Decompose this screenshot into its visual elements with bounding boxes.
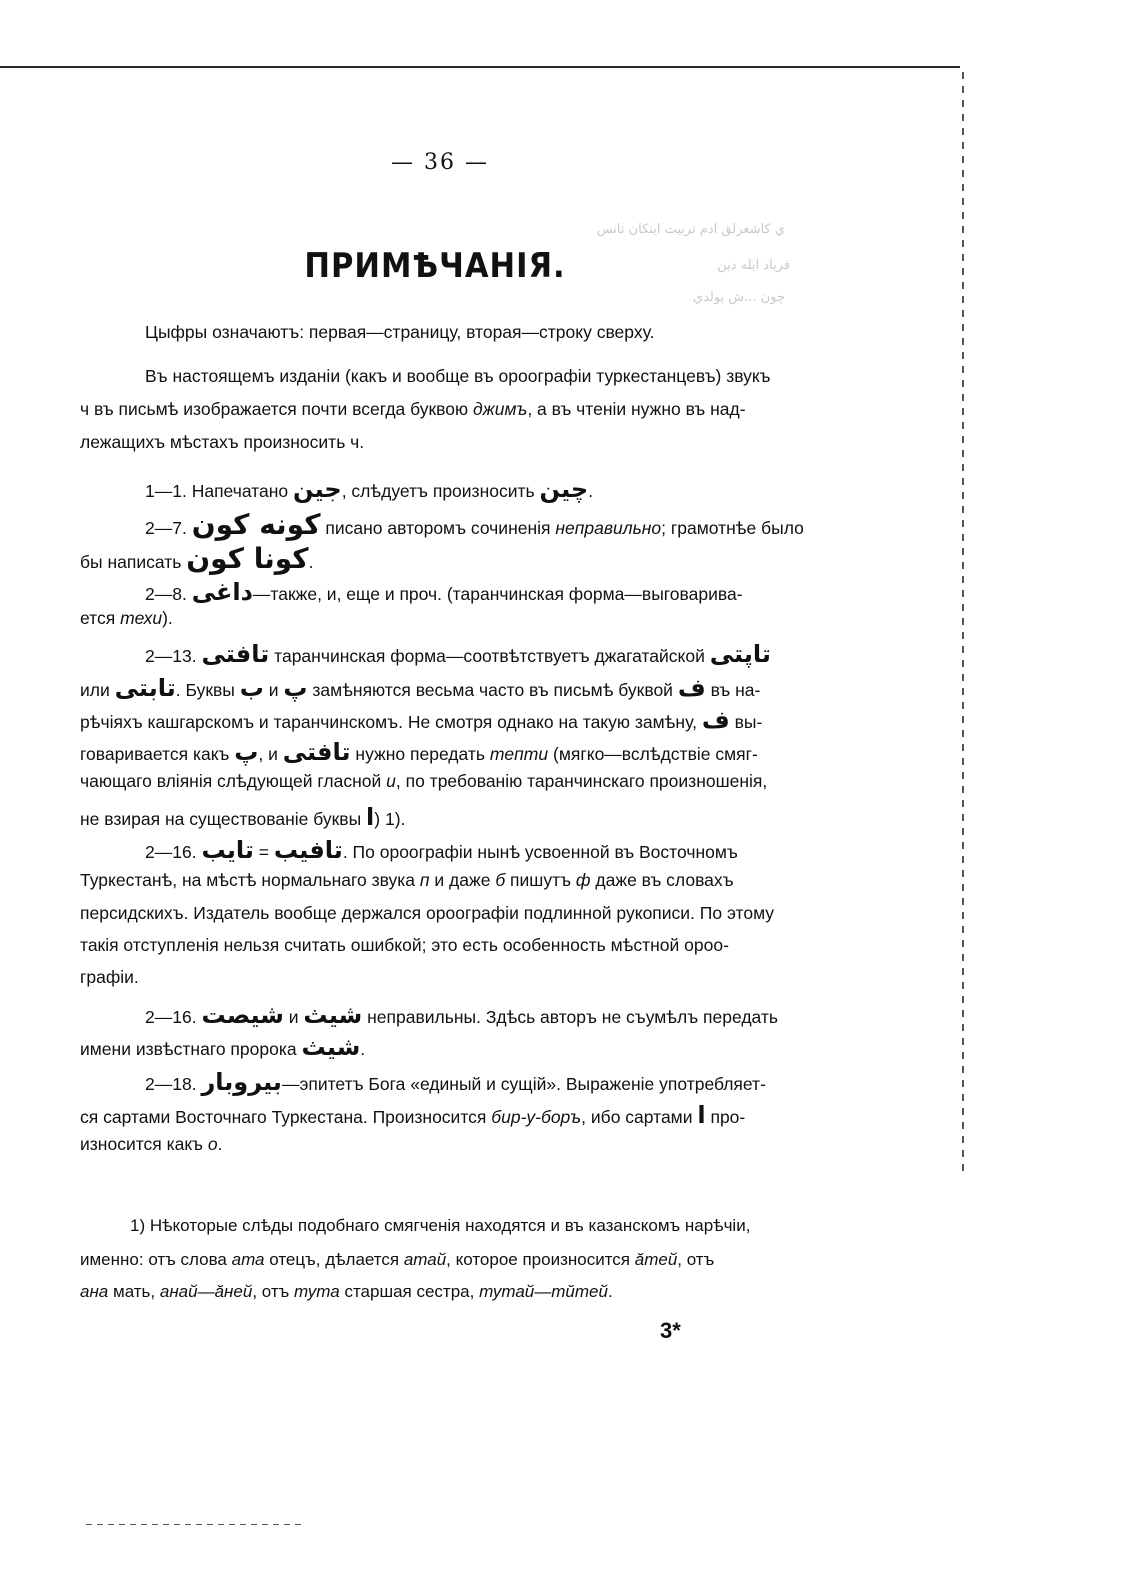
top-rule — [0, 66, 960, 68]
bleed-through-line: چون ...ش بولدي — [692, 290, 785, 305]
arabic-letter: ا — [366, 803, 375, 831]
text-span: ; грамотнѣе было — [661, 518, 804, 538]
arabic-letter: ف — [701, 706, 730, 734]
text-span: писано авторомъ сочиненія — [325, 518, 551, 538]
page-number: — 36 — — [391, 150, 489, 175]
text-span: (мягко—вслѣдствіе смяг- — [553, 744, 758, 764]
note-ref: 2—16. — [145, 1007, 197, 1027]
text-line — [80, 1033, 365, 1061]
arabic-word: تابتى — [114, 674, 176, 702]
text-span: , по требованію таранчинскаго произношенія, — [395, 771, 768, 791]
arabic-word: بيروبار — [201, 1068, 282, 1096]
text-line — [80, 674, 760, 702]
text-span: таранчинская форма—соотвѣтствуетъ джагатайской — [274, 646, 705, 666]
text-line — [80, 608, 173, 629]
emphasis: тута — [294, 1282, 340, 1301]
text-span: . — [308, 552, 314, 572]
text-span: и — [288, 1007, 299, 1027]
arabic-word: كونا كون — [186, 542, 309, 575]
arabic-letter: ب — [239, 674, 264, 702]
emphasis: ата — [231, 1250, 265, 1269]
emphasis: и — [386, 771, 396, 791]
text-span: , и — [258, 744, 278, 764]
bottom-rule — [86, 1524, 306, 1525]
emphasis: неправильно — [555, 518, 662, 538]
text-line — [80, 870, 734, 891]
intro-note: Цыфры означаютъ: первая—страницу, вторая—строку сверху. — [145, 322, 655, 342]
text-span: не взирая на существованіе буквы — [80, 809, 362, 829]
text-line — [145, 578, 743, 606]
arabic-word: تافتى — [282, 738, 351, 766]
text-span: отецъ, дѣлается — [269, 1250, 400, 1269]
bleed-through-line: ي كاشغرلق آدم تربيت ايتكان تانس — [596, 222, 785, 237]
text-span: —также, и, еще и проч. (таранчинская форма—выговарива- — [252, 584, 743, 604]
text-line — [145, 1068, 766, 1096]
emphasis: тутай—тŭтей — [479, 1282, 608, 1301]
arabic-word: كونه كون — [191, 508, 321, 541]
text-line: персидскихъ. Издатель вообще держался ороографіи подлинной рукописи. По этому — [80, 903, 775, 923]
text-line — [80, 771, 767, 792]
text-span: даже въ словахъ — [595, 870, 734, 890]
text-span: износится какъ — [80, 1134, 203, 1154]
note-ref: 2—18. — [145, 1074, 197, 1094]
text-span: , которое произносится — [446, 1250, 631, 1269]
text-span: старшая сестра, — [344, 1282, 475, 1301]
text-line: Въ настоящемъ изданіи (какъ и вообще въ ороографіи туркестанцевъ) звукъ — [145, 366, 771, 386]
arabic-word: شيث — [301, 1033, 361, 1061]
text-span: и — [268, 680, 279, 700]
text-span: ). — [162, 608, 173, 628]
text-span: именно: отъ слова — [80, 1250, 227, 1269]
text-span: неправильны. Здѣсь авторъ не съумѣлъ передать — [367, 1007, 779, 1027]
text-span: ется — [80, 608, 116, 628]
text-span: . — [217, 1134, 223, 1154]
note-ref: 1—1. — [145, 481, 187, 501]
text-span: , слѣдуетъ произносить — [341, 481, 535, 501]
emphasis: тепти — [489, 744, 549, 764]
text-span: вы- — [734, 712, 763, 732]
text-line — [80, 1101, 745, 1129]
arabic-letter: پ — [234, 738, 259, 766]
emphasis: о — [207, 1134, 218, 1154]
text-span: ) 1). — [374, 809, 406, 829]
emphasis: ăтей — [634, 1250, 678, 1269]
arabic-word: شيث — [303, 1001, 363, 1029]
text-span: въ на- — [710, 680, 761, 700]
text-span: пишутъ — [510, 870, 572, 890]
text-span: . Буквы — [175, 680, 235, 700]
text-span: . — [360, 1039, 366, 1059]
text-line — [145, 640, 771, 668]
text-span: про- — [710, 1107, 746, 1127]
note-ref: 2—7. — [145, 518, 187, 538]
text-span: . — [588, 481, 594, 501]
arabic-word: چين — [539, 475, 589, 503]
text-line — [145, 508, 804, 541]
text-span: и даже — [434, 870, 491, 890]
text-line — [130, 1216, 750, 1236]
text-line — [145, 1001, 778, 1029]
equals-sign: = — [258, 842, 269, 862]
text-line — [145, 475, 593, 503]
text-line — [80, 803, 405, 831]
note-ref: 2—8. — [145, 584, 187, 604]
text-span: Напечатано — [191, 481, 289, 501]
text-line — [80, 399, 746, 420]
right-edge-rule — [962, 72, 964, 1172]
arabic-letter: ف — [677, 674, 706, 702]
text-span: ч въ письмѣ изображается почти всегда буквою — [80, 399, 473, 419]
arabic-word: تافتى — [201, 640, 270, 668]
text-span: рѣчіяхъ кашгарскомъ и таранчинскомъ. Не смотря однако на такую замѣну, — [80, 712, 697, 732]
emphasis: ана — [80, 1282, 109, 1301]
emphasis: п — [419, 870, 430, 890]
text-span: замѣняются весьма часто въ письмѣ буквой — [312, 680, 673, 700]
arabic-word: تايب — [201, 836, 254, 864]
text-span: говаривается какъ — [80, 744, 230, 764]
text-span: , отъ — [677, 1250, 715, 1269]
text-line: лежащихъ мѣстахъ произносить ч. — [80, 432, 365, 452]
emphasis: бир-у-боръ — [491, 1107, 582, 1127]
text-line — [80, 542, 313, 575]
emphasis: анай—ăней — [159, 1282, 253, 1301]
text-line: такія отступленія нельзя считать ошибкой; это есть особенность мѣстной ороо- — [80, 935, 729, 955]
text-span: бы написать — [80, 552, 182, 572]
emphasis: джимъ — [473, 399, 528, 419]
arabic-letter: پ — [283, 674, 308, 702]
text-line — [80, 1134, 222, 1155]
text-span: , а въ чтеніи нужно въ над- — [527, 399, 746, 419]
text-span: . — [607, 1282, 613, 1301]
arabic-letter: ا — [697, 1101, 706, 1129]
note-ref: 2—16. — [145, 842, 197, 862]
text-span: или — [80, 680, 110, 700]
text-span: Туркестанѣ, на мѣстѣ нормальнаго звука — [80, 870, 416, 890]
emphasis: атай — [403, 1250, 447, 1269]
bleed-through-line: فرياد ايله دين — [717, 258, 790, 273]
page-title: ПРИМѢЧАНІЯ. — [304, 246, 566, 286]
text-span: имени извѣстнаго пророка — [80, 1039, 297, 1059]
emphasis: ф — [575, 870, 591, 890]
arabic-word: شيصت — [201, 1001, 284, 1029]
text-span: чающаго вліянія слѣдующей гласной — [80, 771, 382, 791]
note-ref: 2—13. — [145, 646, 197, 666]
text-span: , ибо сартами — [581, 1107, 693, 1127]
text-span: мать, — [113, 1282, 156, 1301]
text-span: . По ороографіи нынѣ усвоенной въ Восточномъ — [342, 842, 738, 862]
arabic-word: تافيب — [273, 836, 343, 864]
text-line — [80, 738, 758, 766]
text-line: графіи. — [80, 967, 139, 987]
signature-mark: 3* — [660, 1318, 681, 1343]
arabic-word: داغى — [191, 578, 253, 606]
footnote-mark: 1) — [130, 1216, 146, 1235]
text-span: , отъ — [252, 1282, 290, 1301]
text-line — [80, 1250, 714, 1270]
emphasis: техи — [120, 608, 163, 628]
emphasis: б — [495, 870, 506, 890]
text-span: Нѣкоторые слѣды подобнаго смягченія находятся и въ казанскомъ нарѣчіи, — [149, 1216, 751, 1235]
text-span: нужно передать — [355, 744, 485, 764]
arabic-word: جين — [293, 475, 342, 503]
text-span: ся сартами Восточнаго Туркестана. Произносится — [80, 1107, 487, 1127]
arabic-word: تاپتى — [709, 640, 771, 668]
text-span: —эпитетъ Бога «единый и сущій». Выраженіе употребляет- — [281, 1074, 766, 1094]
text-line — [145, 836, 738, 864]
text-line — [80, 706, 762, 734]
text-line — [80, 1282, 613, 1302]
